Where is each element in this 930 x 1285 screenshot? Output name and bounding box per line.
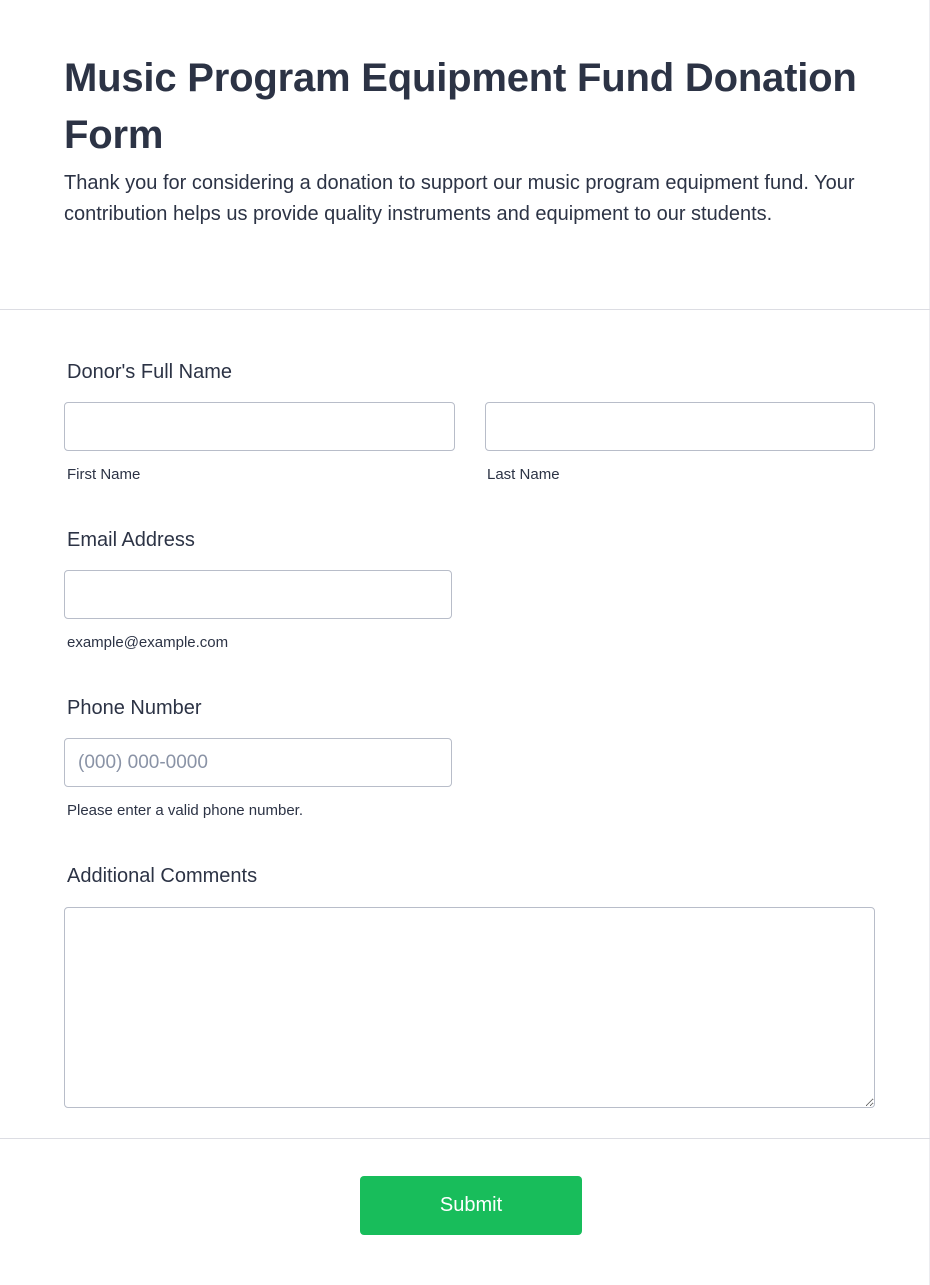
comments-textarea[interactable] — [64, 907, 875, 1108]
form-header — [64, 50, 884, 230]
email-sublabel: example@example.com — [67, 634, 229, 651]
form-description: Thank you for considering a donation to support our music program equipment fund. Your contribution helps us provide quality instruments and equipment to our students. — [64, 172, 855, 225]
last-name-sublabel: Last Name — [487, 466, 560, 483]
first-name-sublabel: First Name — [67, 466, 141, 483]
submit-button[interactable]: Submit — [360, 1176, 582, 1235]
comments-label: Additional Comments — [67, 865, 258, 887]
phone-input[interactable] — [64, 738, 452, 787]
footer-divider — [0, 1138, 930, 1139]
email-input[interactable] — [64, 570, 452, 619]
email-label: Email Address — [67, 529, 195, 551]
phone-label: Phone Number — [67, 697, 202, 719]
last-name-input[interactable] — [485, 402, 875, 451]
phone-sublabel: Please enter a valid phone number. — [67, 802, 303, 819]
form-title: Music Program Equipment Fund Donation Form — [64, 56, 857, 157]
header-divider — [0, 309, 930, 310]
full-name-label: Donor's Full Name — [67, 361, 232, 383]
first-name-input[interactable] — [64, 402, 455, 451]
